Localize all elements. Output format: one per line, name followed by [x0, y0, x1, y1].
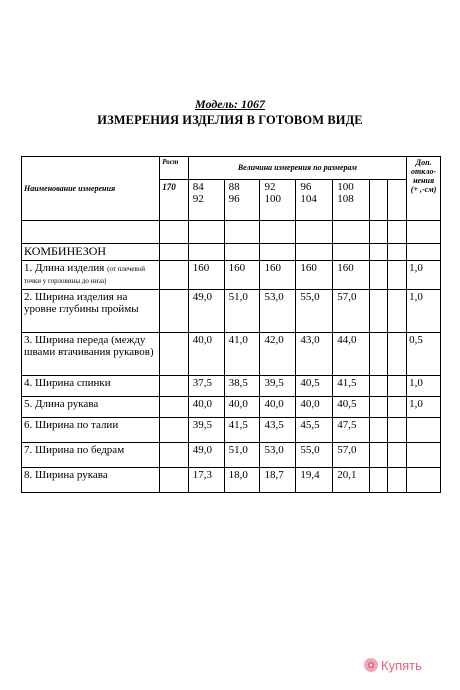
measurement-name: 3. Ширина переда (между швами втачивания рукавов) — [24, 334, 154, 358]
measurement-name-cell — [22, 290, 160, 333]
measurement-name: 2. Ширина изделия на уровне глубины проймы — [24, 291, 139, 315]
empty-cell — [370, 468, 388, 493]
size-bottom: 96 — [228, 193, 240, 205]
table-row — [22, 290, 441, 333]
empty-cell — [407, 244, 441, 261]
value-cell: 41,5 — [224, 418, 260, 443]
empty-cell — [260, 244, 296, 261]
empty-cell — [388, 261, 407, 290]
measurement-name-cell — [22, 418, 160, 443]
value-cell: 18,0 — [224, 468, 260, 493]
size-cell — [188, 180, 224, 221]
empty-cell — [160, 376, 188, 397]
tolerance-cell: 0,5 — [407, 333, 441, 376]
value-cell: 42,0 — [260, 333, 296, 376]
empty-cell — [388, 443, 407, 468]
value-cell: 47,5 — [333, 418, 370, 443]
empty-cell — [160, 418, 188, 443]
table-row — [22, 333, 441, 376]
value-cell: 40,0 — [224, 397, 260, 418]
tolerance-cell — [407, 443, 441, 468]
value-cell: 160 — [333, 261, 370, 290]
size-top: 92 — [264, 181, 276, 193]
value-cell: 17,3 — [188, 468, 224, 493]
size-cell — [296, 180, 333, 221]
table-row — [22, 418, 441, 443]
size-bottom: 100 — [264, 193, 281, 205]
measurement-name-cell — [22, 443, 160, 468]
empty-cell — [388, 418, 407, 443]
value-cell: 39,5 — [260, 376, 296, 397]
empty-cell — [388, 290, 407, 333]
column-header-height: Рост — [160, 157, 188, 180]
empty-cell — [160, 221, 188, 244]
size-cell — [260, 180, 296, 221]
measurement-name-cell — [22, 376, 160, 397]
empty-cell — [160, 333, 188, 376]
size-top: 100 — [337, 181, 354, 193]
empty-cell — [260, 221, 296, 244]
size-top: 88 — [228, 181, 240, 193]
measurement-name: 6. Ширина по талии — [24, 419, 119, 431]
value-cell: 40,0 — [188, 333, 224, 376]
table-row — [22, 261, 441, 290]
size-bottom: 108 — [337, 193, 354, 205]
value-cell: 51,0 — [224, 290, 260, 333]
value-cell: 57,0 — [333, 290, 370, 333]
size-bottom: 92 — [192, 193, 204, 205]
section-title: КОМБИНЕЗОН — [22, 244, 160, 261]
value-cell: 45,5 — [296, 418, 333, 443]
table-row — [22, 397, 441, 418]
value-cell: 160 — [296, 261, 333, 290]
empty-cell — [160, 261, 188, 290]
empty-cell — [188, 221, 224, 244]
table-row — [22, 376, 441, 397]
size-bottom: 104 — [300, 193, 317, 205]
tolerance-cell: 1,0 — [407, 376, 441, 397]
empty-cell — [388, 180, 407, 221]
measurement-name: 4. Ширина спинки — [24, 377, 111, 389]
empty-cell — [160, 443, 188, 468]
value-cell: 40,0 — [188, 397, 224, 418]
tolerance-cell: 1,0 — [407, 261, 441, 290]
table-row — [22, 468, 441, 493]
value-cell: 57,0 — [333, 443, 370, 468]
table-header-row — [22, 157, 441, 180]
watermark-brand: Купять — [381, 658, 422, 673]
value-cell: 41,5 — [333, 376, 370, 397]
empty-cell — [160, 244, 188, 261]
value-cell: 19,4 — [296, 468, 333, 493]
empty-cell — [388, 244, 407, 261]
column-header-name: Наименование измерения — [24, 183, 116, 193]
empty-cell — [388, 468, 407, 493]
empty-cell — [296, 221, 333, 244]
empty-cell — [370, 244, 388, 261]
column-header-tolerance: Доп. откло-нения (+ ,-см) — [407, 157, 441, 221]
value-cell: 160 — [188, 261, 224, 290]
empty-cell — [388, 221, 407, 244]
value-cell: 49,0 — [188, 443, 224, 468]
value-cell: 41,0 — [224, 333, 260, 376]
measurement-name-cell — [22, 333, 160, 376]
empty-cell — [370, 376, 388, 397]
measurement-name: 1. Длина изделия — [24, 262, 105, 274]
measurement-name-cell — [22, 397, 160, 418]
empty-cell — [370, 333, 388, 376]
measurement-name: 7. Ширина по бедрам — [24, 444, 125, 456]
value-cell: 18,7 — [260, 468, 296, 493]
value-cell: 43,5 — [260, 418, 296, 443]
value-cell: 53,0 — [260, 443, 296, 468]
value-cell: 55,0 — [296, 443, 333, 468]
value-cell: 40,5 — [296, 376, 333, 397]
empty-cell — [333, 244, 370, 261]
empty-cell — [370, 221, 388, 244]
measurements-table — [21, 156, 441, 493]
empty-cell — [224, 221, 260, 244]
kupyat-logo — [362, 654, 446, 676]
blank-row — [22, 221, 441, 244]
empty-cell — [160, 468, 188, 493]
value-cell: 20,1 — [333, 468, 370, 493]
empty-cell — [388, 333, 407, 376]
empty-cell — [370, 180, 388, 221]
value-cell: 39,5 — [188, 418, 224, 443]
measurement-name: 5. Длина рукава — [24, 398, 99, 410]
size-top: 96 — [300, 181, 312, 193]
size-cell — [333, 180, 370, 221]
tolerance-cell: 1,0 — [407, 290, 441, 333]
measurement-name-cell — [22, 261, 160, 290]
value-cell: 53,0 — [260, 290, 296, 333]
empty-cell — [370, 261, 388, 290]
value-cell: 40,0 — [260, 397, 296, 418]
section-row — [22, 244, 441, 261]
empty-cell — [370, 418, 388, 443]
tolerance-cell — [407, 418, 441, 443]
value-cell: 37,5 — [188, 376, 224, 397]
value-cell: 160 — [260, 261, 296, 290]
empty-cell — [388, 376, 407, 397]
value-cell: 160 — [224, 261, 260, 290]
measurement-name: 8. Ширина рукава — [24, 469, 108, 481]
empty-cell — [296, 244, 333, 261]
value-cell: 40,0 — [296, 397, 333, 418]
tolerance-cell — [407, 468, 441, 493]
value-cell: 40,5 — [333, 397, 370, 418]
size-cell — [224, 180, 260, 221]
empty-cell — [160, 290, 188, 333]
model-number: Модель: 1067 — [195, 97, 265, 111]
value-cell: 38,5 — [224, 376, 260, 397]
value-cell: 55,0 — [296, 290, 333, 333]
empty-cell — [22, 221, 160, 244]
measurement-note: (от плечевой точки у горловины до низа) — [24, 265, 145, 285]
value-cell: 49,0 — [188, 290, 224, 333]
column-header-sizes: Величина измерения по размерам — [237, 163, 358, 172]
empty-cell — [407, 221, 441, 244]
empty-cell — [370, 397, 388, 418]
table-row — [22, 443, 441, 468]
empty-cell — [370, 290, 388, 333]
empty-cell — [388, 397, 407, 418]
document-title: ИЗМЕРЕНИЯ ИЗДЕЛИЯ В ГОТОВОМ ВИДЕ — [97, 113, 363, 127]
empty-cell — [160, 397, 188, 418]
value-cell: 44,0 — [333, 333, 370, 376]
value-cell: 43,0 — [296, 333, 333, 376]
empty-cell — [370, 443, 388, 468]
tolerance-cell: 1,0 — [407, 397, 441, 418]
empty-cell — [333, 221, 370, 244]
empty-cell — [188, 244, 224, 261]
empty-cell — [224, 244, 260, 261]
height-value: 170 — [160, 180, 188, 221]
size-top: 84 — [192, 181, 204, 193]
measurement-name-cell — [22, 468, 160, 493]
value-cell: 51,0 — [224, 443, 260, 468]
